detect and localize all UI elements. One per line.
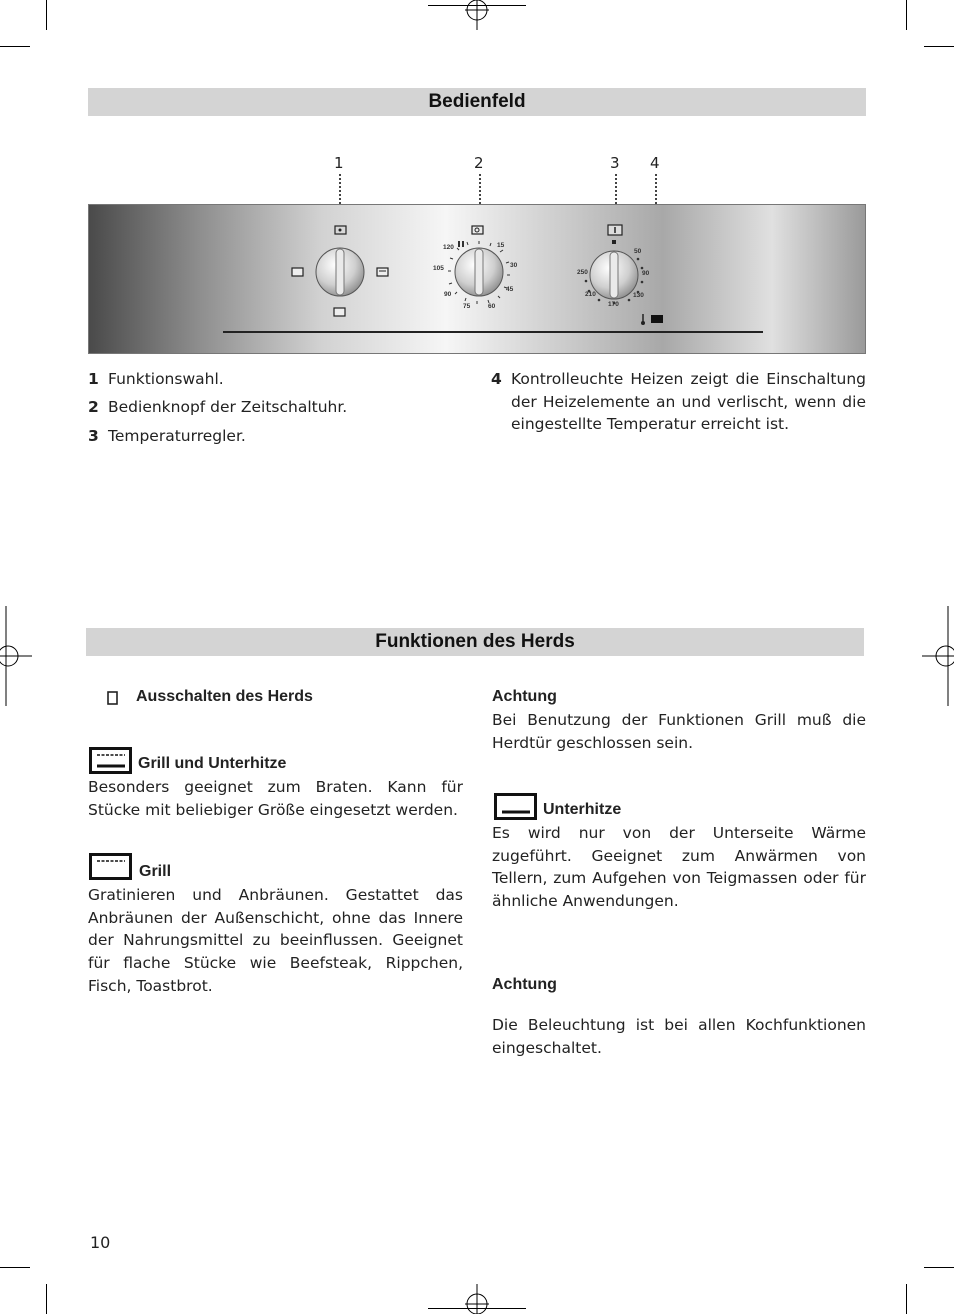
registration-mark-right-icon <box>922 606 954 706</box>
legend-item-text: Kontrolleuchte Heizen zeigt die Einschaltung der Heizelemente an und verlischt, wenn die eingestellte Temperatur erreicht ist. <box>511 370 866 433</box>
timer-symbol-icon <box>472 226 483 234</box>
control-panel-drawing <box>89 205 865 353</box>
heating-indicator-lamp <box>641 314 663 325</box>
temp-label-210: 210 <box>585 291 596 298</box>
legend-item-text: Funktionswahl. <box>108 370 224 388</box>
temp-label-130: 130 <box>633 292 644 299</box>
functions-section-title: Funktionen des Herds <box>86 628 864 656</box>
timer-label-30: 30 <box>510 262 518 269</box>
grill-bottom-heading: Grill und Unterhitze <box>138 755 287 772</box>
timer-label-120: 120 <box>443 244 454 251</box>
page-number: 10 <box>90 1233 111 1252</box>
function-selector-knob <box>292 226 388 316</box>
off-icon <box>106 690 120 706</box>
grill-heading: Grill <box>139 863 172 880</box>
attention-text-2: Die Beleuchtung ist bei allen Kochfunktionen eingeschaltet. <box>492 1016 866 1057</box>
timer-label-75: 75 <box>463 303 471 310</box>
timer-label-90: 90 <box>444 291 452 298</box>
temp-label-250: 250 <box>577 269 588 276</box>
timer-label-45: 45 <box>506 286 514 293</box>
bottom-heat-symbol-icon <box>334 308 345 316</box>
legend-item-number: 1 <box>88 370 99 388</box>
callout-1: 1 <box>334 154 344 172</box>
manual-mode-icon <box>458 241 464 247</box>
temperature-knob <box>577 225 650 308</box>
bottom-heat-icon <box>494 793 538 821</box>
temp-label-170: 170 <box>608 301 619 308</box>
control-panel-illustration <box>88 204 866 354</box>
off-heading: Ausschalten des Herds <box>136 688 313 705</box>
timer-knob <box>433 226 518 310</box>
bottom-heat-heading: Unterhitze <box>543 801 622 818</box>
attention-text-1: Bei Benutzung der Funktionen Grill muß die Herdtür geschlossen sein. <box>492 711 866 752</box>
grill-symbol-icon <box>292 268 303 276</box>
legend-item-number: 2 <box>88 398 99 416</box>
legend-item-number: 3 <box>88 427 99 445</box>
grill-bottom-heat-icon <box>89 747 133 775</box>
callout-3: 3 <box>610 154 620 172</box>
legend-item-number: 4 <box>491 370 502 388</box>
grill-icon <box>89 853 133 881</box>
bottom-heat-description: Es wird nur von der Unterseite Wärme zugeführt. Geeignet zum Anwärmen von Tellern, zum Aufgehen von Teigmassen oder für ähnliche Anwendungen. <box>492 824 866 911</box>
callout-4: 4 <box>650 154 660 172</box>
temp-label-50: 50 <box>634 248 642 255</box>
attention-heading-1: Achtung <box>492 688 557 705</box>
temp-label-90: 90 <box>642 270 650 277</box>
timer-label-15: 15 <box>497 242 505 249</box>
grill-bottom-symbol-icon <box>377 268 388 276</box>
grill-description: Gratinieren und Anbräunen. Gestattet das Anbräunen der Außenschicht, ohne das Innere der Nahrungsmittel zu beeinflussen. Geeignet für flache Stücke wie Beefsteak, Rippchen, Fisch, Toastbrot. <box>88 886 463 995</box>
legend-item-text: Temperaturregler. <box>108 427 246 445</box>
registration-mark-bottom-icon <box>462 1284 492 1314</box>
timer-label-60: 60 <box>488 303 496 310</box>
timer-label-105: 105 <box>433 265 444 272</box>
registration-mark-top-icon <box>462 0 492 30</box>
callout-2: 2 <box>474 154 484 172</box>
grill-bottom-description: Besonders geeignet zum Braten. Kann für Stücke mit beliebiger Größe eingesetzt werden. <box>88 778 463 819</box>
attention-heading-2: Achtung <box>492 976 557 993</box>
legend-item-text: Bedienknopf der Zeitschaltuhr. <box>108 398 348 416</box>
registration-mark-left-icon <box>0 606 32 706</box>
panel-section-title: Bedienfeld <box>88 88 866 116</box>
